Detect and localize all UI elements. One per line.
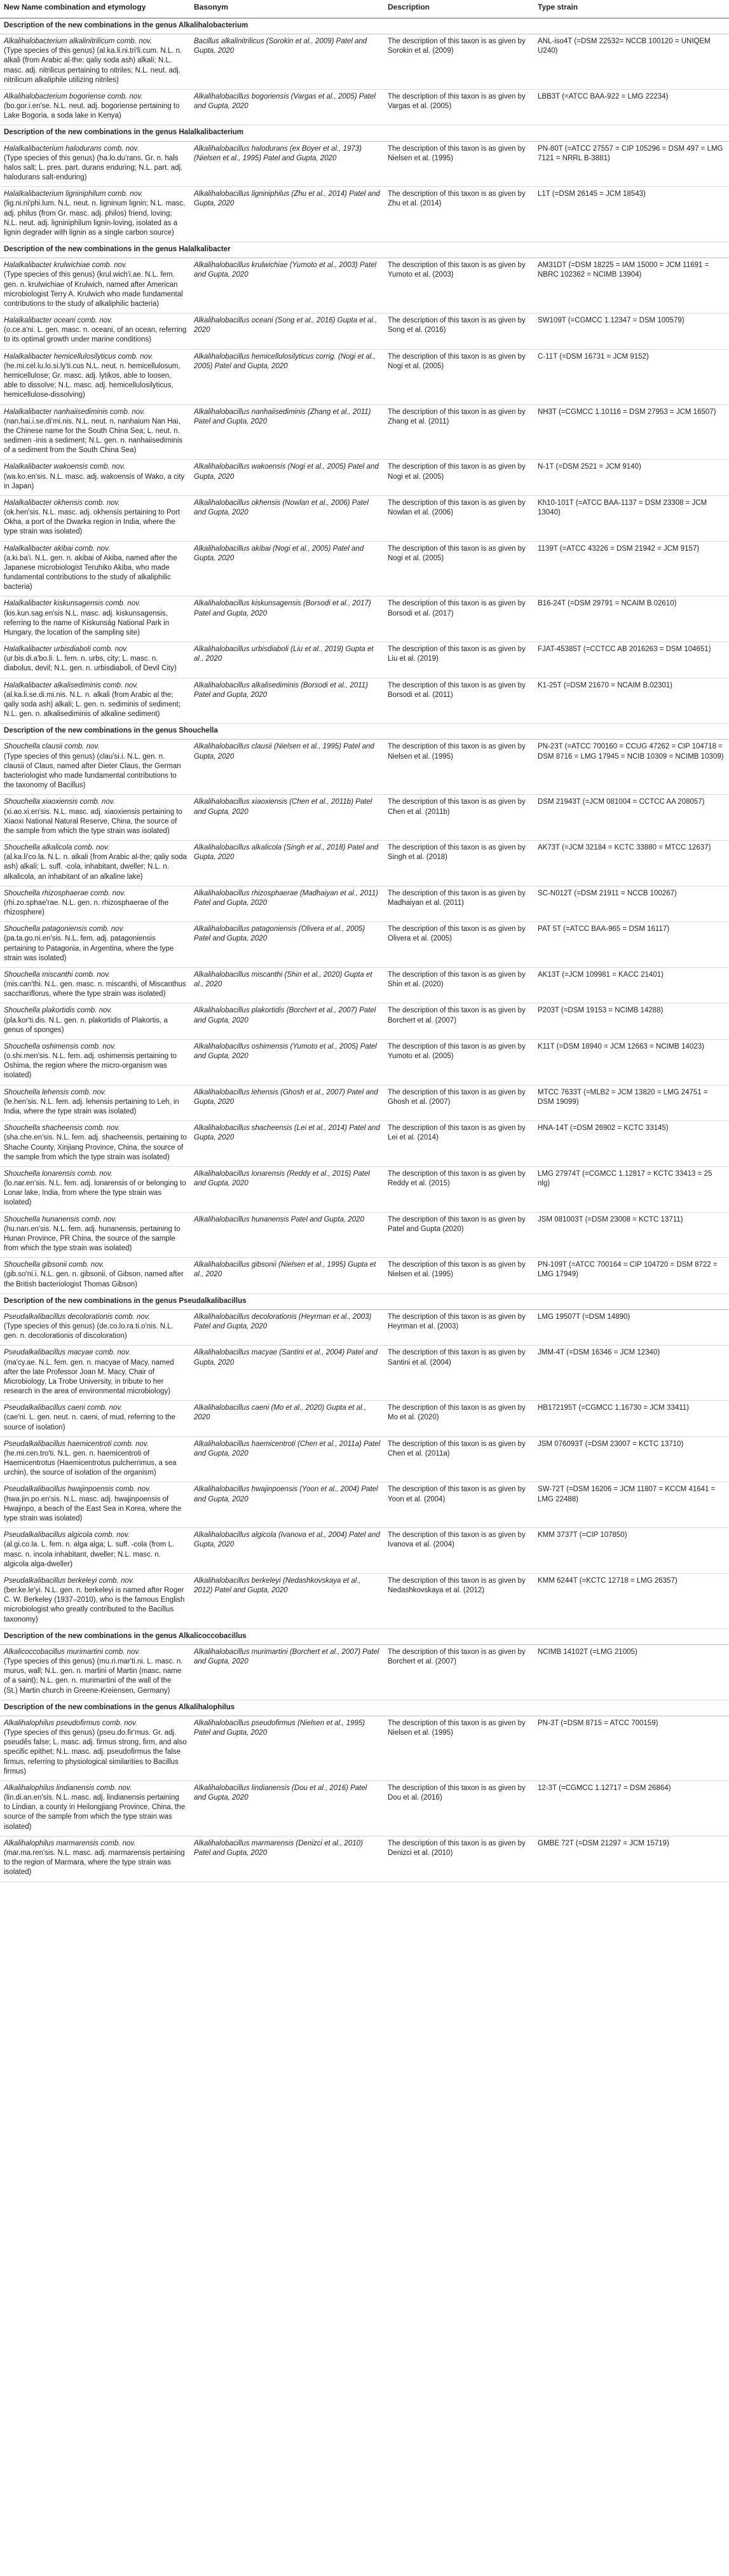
- table-row: [0, 34, 729, 90]
- description-cell: The description of this taxon is as given by Zhang et al. (2011): [384, 404, 534, 460]
- description-cell: The description of this taxon is as given by Nielsen et al. (1995): [384, 141, 534, 187]
- new-combination-name: Halalkalibacter alkalisediminis comb. nov.: [4, 681, 139, 689]
- basonym-cell: Alkalihalobacillus rhizosphaerae (Madhaiyan et al., 2011) Patel and Gupta, 2020: [190, 886, 384, 922]
- section-header-row: [0, 724, 729, 740]
- new-combination-name: Alkalihalobacterium bogoriense comb. nov.: [4, 92, 143, 100]
- basonym-cell: Alkalihalobacillus shacheensis (Lei et al., 2014) Patel and Gupta, 2020: [190, 1121, 384, 1167]
- name-cell: [0, 678, 190, 724]
- etymology-text: (al.ka.li.se.di.mi.nis. N.L. n. alkali (from Arabic al the; qaliy soda ash) alkali; L. gen. n. sediminis of sediment; N.L. gen. n. alkalisediminis of alkaline sediment): [4, 691, 181, 719]
- section-header-row: [0, 125, 729, 141]
- etymology-text: (ber.ke.le'yi. N.L. gen. n. berkeleyi is named after Roger C. W. Berkeley (1937–2010), who is the famous English microbiologist who greatly contributed to the Bacillus taxonomy): [4, 1587, 185, 1623]
- name-cell: [0, 886, 190, 922]
- name-cell: [0, 841, 190, 886]
- name-cell: [0, 1573, 190, 1629]
- new-combination-name: Alkalihalophilus pseudofirmus comb. nov.: [4, 1719, 138, 1727]
- name-cell: [0, 460, 190, 496]
- description-cell: The description of this taxon is as given by Nielsen et al. (1995): [384, 740, 534, 795]
- description-cell: The description of this taxon is as given by Dou et al. (2016): [384, 1780, 534, 1836]
- table-row: [0, 1003, 729, 1040]
- type-strain-cell: LMG 27974T (=CGMCC 1.12817 = KCTC 33413 = 25 nlg): [534, 1166, 729, 1212]
- basonym-cell: Alkalihalobacillus halodurans (ex Boyer et al., 1973) (Nielsen et al., 1995) Patel and Gupta, 2020: [190, 141, 384, 187]
- type-strain-cell: PN-23T (=ATCC 700160 = CCUG 47262 = CIP 104718 = DSM 8716 = LMG 17945 = NCIB 10309 = NCIMB 10309): [534, 740, 729, 795]
- new-combination-name: Shouchella oshimensis comb. nov.: [4, 1042, 116, 1050]
- name-cell: [0, 596, 190, 642]
- new-combination-name: Pseudalkalibacillus algicola comb. nov.: [4, 1531, 130, 1539]
- type-strain-cell: SW-72T (=DSM 16206 = JCM 11807 = KCCM 41641 = LMG 22488): [534, 1482, 729, 1528]
- type-strain-cell: AM31DT (=DSM 18225 = IAM 15000 = JCM 11691 = NBRC 102362 = NCIMB 13904): [534, 258, 729, 313]
- description-cell: The description of this taxon is as given by Ivanova et al. (2004): [384, 1528, 534, 1574]
- new-combination-name: Halalkalibacterium ligniniphilum comb. nov.: [4, 190, 144, 198]
- name-cell: [0, 1085, 190, 1121]
- table-row: [0, 313, 729, 350]
- basonym-cell: Alkalihalobacillus macyae (Santini et al., 2004) Patel and Gupta, 2020: [190, 1346, 384, 1401]
- section-title: Description of the new combinations in the genus Alkalihalophilus: [0, 1700, 729, 1716]
- basonym-cell: Alkalihalobacillus pseudofirmus (Nielsen et al., 1995) Patel and Gupta, 2020: [190, 1716, 384, 1780]
- basonym-cell: Alkalihalobacillus murimartini (Borchert et al., 2007) Patel and Gupta, 2020: [190, 1644, 384, 1700]
- name-cell: [0, 795, 190, 841]
- basonym-cell: Alkalihalobacillus marmarensis (Denizci et al., 2010) Patel and Gupta, 2020: [190, 1836, 384, 1882]
- basonym-cell: Alkalihalobacillus krulwichiae (Yumoto et al., 2003) Patel and Gupta, 2020: [190, 258, 384, 313]
- basonym-cell: Alkalihalobacillus akibai (Nogi et al., 2005) Patel and Gupta, 2020: [190, 541, 384, 596]
- type-strain-cell: ANL-iso4T (=DSM 22532= NCCB 100120 = UNIQEM U240): [534, 34, 729, 90]
- table-row: [0, 89, 729, 125]
- type-strain-cell: K11T (=DSM 18940 = JCM 12663 = NCIMB 14023): [534, 1039, 729, 1085]
- name-cell: [0, 258, 190, 313]
- description-cell: The description of this taxon is as given by Singh et al. (2018): [384, 841, 534, 886]
- table-row: [0, 1085, 729, 1121]
- table-row: [0, 1212, 729, 1258]
- table-row: [0, 1258, 729, 1294]
- table-row: [0, 141, 729, 187]
- table-row: [0, 349, 729, 404]
- basonym-cell: Alkalihalobacillus urbisdiaboli (Liu et al., 2019) Gupta et al., 2020: [190, 642, 384, 678]
- name-cell: [0, 1166, 190, 1212]
- new-combination-name: Shouchella alkalicola comb. nov.: [4, 844, 109, 852]
- table-row: [0, 740, 729, 795]
- etymology-text: (Type species of this genus) (mu.ri.mar'ti.ni. L. masc. n. murus, wall; N.L. gen. n. martini of Martin (masc. name of a saint); N.L. gen. n. murimartini of the wall of the (St.) Martin church in Greene-Kreiensen, Germany): [4, 1658, 183, 1695]
- type-strain-cell: GMBE 72T (=DSM 21297 = JCM 15719): [534, 1836, 729, 1882]
- new-combination-name: Shouchella xiaoxiensis comb. nov.: [4, 798, 115, 806]
- basonym-cell: Alkalihalobacillus xiaoxiensis (Chen et al., 2011b) Patel and Gupta, 2020: [190, 795, 384, 841]
- etymology-text: (o.shi.men'sis. N.L. fem. adj. oshimensis pertaining to Oshima, the region where the micro-organism was isolated): [4, 1052, 177, 1080]
- name-cell: [0, 1309, 190, 1346]
- description-cell: The description of this taxon is as given by Lei et al. (2014): [384, 1121, 534, 1167]
- type-strain-cell: KMM 6244T (=KCTC 12718 = LMG 26357): [534, 1573, 729, 1629]
- etymology-text: (Type species of this genus) (al.ka.li.ni.tri'li.cum. N.L. n. alkali (from Arabic al-the; qaliy soda ash) alkali; N.L. masc. adj. nitrilicus pertaining to nitriles; N.L. neut. adj. nitrilicum alkaliphile utilizing nitriles): [4, 47, 182, 84]
- section-title: Description of the new combinations in the genus Shouchella: [0, 724, 729, 740]
- type-strain-cell: NCIMB 14102T (=LMG 21005): [534, 1644, 729, 1700]
- new-combination-name: Shouchella rhizosphaerae comb. nov.: [4, 889, 126, 897]
- description-cell: The description of this taxon is as given by Ghosh et al. (2007): [384, 1085, 534, 1121]
- type-strain-cell: PN-109T (=ATCC 700164 = CIP 104720 = DSM 8722 = LMG 17949): [534, 1258, 729, 1294]
- etymology-text: (bo.gor.i.en'se. N.L. neut. adj. bogoriense pertaining to Lake Bogoria, a soda lake in Kenya): [4, 102, 180, 120]
- type-strain-cell: 1139T (=ATCC 43226 = DSM 21942 = JCM 9157): [534, 541, 729, 596]
- basonym-cell: Alkalihalobacillus patagoniensis (Olivera et al., 2005) Patel and Gupta, 2020: [190, 922, 384, 968]
- description-cell: The description of this taxon is as given by Patel and Gupta (2020): [384, 1212, 534, 1258]
- table-row: [0, 1780, 729, 1836]
- name-cell: [0, 349, 190, 404]
- type-strain-cell: Kh10-101T (=ATCC BAA-1137 = DSM 23308 = JCM 13040): [534, 495, 729, 541]
- table-row: [0, 1644, 729, 1700]
- basonym-cell: Alkalihalobacillus haemicentroti (Chen et al., 2011a) Patel and Gupta, 2020: [190, 1436, 384, 1482]
- new-combination-name: Shouchella shacheensis comb. nov.: [4, 1124, 120, 1133]
- name-cell: [0, 89, 190, 125]
- section-header-row: [0, 1629, 729, 1644]
- basonym-cell: Alkalihalobacillus wakoensis (Nogi et al., 2005) Patel and Gupta, 2020: [190, 460, 384, 496]
- section-title: Description of the new combinations in the genus Alkalihalobacterium: [0, 18, 729, 34]
- table-row: [0, 460, 729, 496]
- basonym-cell: Alkalihalobacillus plakortidis (Borchert et al., 2007) Patel and Gupta, 2020: [190, 1003, 384, 1040]
- table-header-row: [0, 0, 729, 18]
- name-cell: [0, 541, 190, 596]
- new-combination-name: Pseudalkalibacillus macyae comb. nov.: [4, 1349, 131, 1357]
- table-row: [0, 922, 729, 968]
- description-cell: The description of this taxon is as given by Olivera et al. (2005): [384, 922, 534, 968]
- basonym-cell: Alkalihalobacillus kiskunsagensis (Borsodi et al., 2017) Patel and Gupta, 2020: [190, 596, 384, 642]
- etymology-text: (lig.ni.ni'phi.lum. N.L. neut. n. ligninum lignin; N.L. masc. adj. philus (from Gr. masc. adj. philos) friend, loving; N.L. neut. adj. ligniniphilum lignin-loving, isolated as a lignin degrader with lignin as a single carbon source): [4, 200, 186, 237]
- type-strain-cell: PAT 5T (=ATCC BAA-965 = DSM 16117): [534, 922, 729, 968]
- new-combination-name: Halalkalibacter wakoensis comb. nov.: [4, 463, 125, 471]
- new-combination-name: Halalkalibacterium halodurans comb. nov.: [4, 144, 139, 153]
- section-header-row: [0, 1293, 729, 1309]
- basonym-cell: Alkalihalobacillus bogoriensis (Vargas et al., 2005) Patel and Gupta, 2020: [190, 89, 384, 125]
- etymology-text: (hwa.jin.po.en'sis. N.L. masc. adj. hwajinpoensis of Hwajinpo, a beach of the East Sea in Korea, where the type strain was isolated): [4, 1495, 182, 1522]
- etymology-text: (wa.ko.en'sis. N.L. masc. adj. wakoensis of Wako, a city in Japan): [4, 472, 185, 490]
- description-cell: The description of this taxon is as given by Zhu et al. (2014): [384, 187, 534, 242]
- etymology-text: (Type species of this genus) (krul.wich'i.ae. N.L. fem. gen. n. krulwichiae of Krulwich, named after American microbiologist Terry A. Krulwich who made fundamental contributions to the study of alkaliphilic bacteria): [4, 271, 183, 308]
- basonym-cell: Alkalihalobacillus ligniniphilus (Zhu et al., 2014) Patel and Gupta, 2020: [190, 187, 384, 242]
- etymology-text: (ok.hen'sis. N.L. masc. adj. okhensis pertaining to Port Okha, a port of the Dwarka region in India, where the type strain was isolated): [4, 509, 181, 536]
- type-strain-cell: HNA-14T (=DSM 26902 = KCTC 33145): [534, 1121, 729, 1167]
- basonym-cell: Alkalihalobacillus algicola (Ivanova et al., 2004) Patel and Gupta, 2020: [190, 1528, 384, 1574]
- description-cell: The description of this taxon is as given by Nielsen et al. (1995): [384, 1716, 534, 1780]
- description-cell: The description of this taxon is as given by Nedashkovskaya et al. (2012): [384, 1573, 534, 1629]
- type-strain-cell: PN-3T (=DSM 8715 = ATCC 700159): [534, 1716, 729, 1780]
- new-combination-name: Alkalihalobacterium alkalinitrilicum comb. nov.: [4, 38, 153, 45]
- basonym-cell: Alkalihalobacillus hemicellulosilyticus corrig. (Nogi et al., 2005) Patel and Gupta, 2020: [190, 349, 384, 404]
- description-cell: The description of this taxon is as given by Madhaiyan et al. (2011): [384, 886, 534, 922]
- section-title: Description of the new combinations in the genus Pseudalkalibacillus: [0, 1293, 729, 1309]
- table-row: [0, 1836, 729, 1882]
- table-row: [0, 642, 729, 678]
- description-cell: The description of this taxon is as given by Liu et al. (2019): [384, 642, 534, 678]
- type-strain-cell: 12-3T (=CGMCC 1.12717 = DSM 26864): [534, 1780, 729, 1836]
- etymology-text: (Type species of this genus) (de.co.lo.ra.ti.o'nis. N.L. gen. n. decolorationis of discoloration): [4, 1323, 174, 1340]
- type-strain-cell: C-11T (=DSM 16731 = JCM 9152): [534, 349, 729, 404]
- etymology-text: (ma'cy.ae. N.L. fem. gen. n. macyae of Macy, named after the late Professor Joan M. Macy, Chair of Microbiology, La Trobe University, in tribute to her research in the area of environmental microbiology): [4, 1358, 174, 1396]
- type-strain-cell: JSM 081003T (=DSM 23008 = KCTC 13711): [534, 1212, 729, 1258]
- type-strain-cell: MTCC 7633T (=MLB2 = JCM 13820 = LMG 24751 = DSM 19099): [534, 1085, 729, 1121]
- new-combination-name: Pseudalkalibacillus berkeleyi comb. nov.: [4, 1576, 134, 1585]
- new-combination-name: Halalkalibacter oceani comb. nov.: [4, 317, 113, 325]
- name-cell: [0, 1436, 190, 1482]
- basonym-cell: Alkalihalobacillus hunanensis Patel and Gupta, 2020: [190, 1212, 384, 1258]
- description-cell: The description of this taxon is as given by Reddy et al. (2015): [384, 1166, 534, 1212]
- etymology-text: (al.gi.co.la. L. fem. n. alga alga; L. suff. -cola (from L. masc. n. incola inhabitant, dweller; N.L. masc. n. algicola alga-dweller): [4, 1541, 175, 1568]
- basonym-cell: Alkalihalobacillus alkalisediminis (Borsodi et al., 2011) Patel and Gupta, 2020: [190, 678, 384, 724]
- name-cell: [0, 404, 190, 460]
- new-combination-name: Halalkalibacter akibai comb. nov.: [4, 544, 111, 553]
- name-cell: [0, 967, 190, 1003]
- type-strain-cell: P203T (=DSM 19153 = NCIMB 14288): [534, 1003, 729, 1040]
- table-row: [0, 1716, 729, 1780]
- new-combination-name: Pseudalkalibacillus hwajinpoensis comb. nov.: [4, 1485, 151, 1494]
- new-combination-name: Shouchella plakortidis comb. nov.: [4, 1007, 112, 1015]
- basonym-cell: Alkalihalobacillus lehensis (Ghosh et al., 2007) Patel and Gupta, 2020: [190, 1085, 384, 1121]
- name-cell: [0, 1039, 190, 1085]
- section-header-row: [0, 1700, 729, 1716]
- new-combination-name: Halalkalibacter krulwichiae comb. nov.: [4, 261, 128, 270]
- etymology-text: (a.ki.ba'i. N.L. gen. n. akibai of Akiba, named after the Japanese microbiologist Teruhiko Akiba, who made fundamental contributions to the study of alkaliphilic bacteria): [4, 554, 177, 591]
- etymology-text: (nan.hai.i.se.di'mi.nis. N.L. neut. n. nanhaium Nan Hai, the Chinese name for the South China Sea; L. neut. n. sedimen -inis a sediment; N.L. gen. n. nanhaiisediminis of a sediment from the South China Sea): [4, 417, 183, 455]
- name-cell: [0, 1780, 190, 1836]
- new-combination-name: Halalkalibacter okhensis comb. nov.: [4, 499, 120, 507]
- description-cell: The description of this taxon is as given by Nogi et al. (2005): [384, 460, 534, 496]
- type-strain-cell: K1-25T (=DSM 21670 = NCAIM B.02301): [534, 678, 729, 724]
- name-cell: [0, 313, 190, 350]
- name-cell: [0, 1644, 190, 1700]
- description-cell: The description of this taxon is as given by Vargas et al. (2005): [384, 89, 534, 125]
- table-row: [0, 1121, 729, 1167]
- description-cell: The description of this taxon is as given by Santini et al. (2004): [384, 1346, 534, 1401]
- table-row: [0, 1166, 729, 1212]
- etymology-text: (pa.ta.go.ni.en'sis. N.L. fem. adj. patagoniensis pertaining to Patagonia, in Argentina, where the type strain was isolated): [4, 935, 174, 962]
- name-cell: [0, 1258, 190, 1294]
- table-body: [0, 18, 729, 1882]
- etymology-text: (Type species of this genus) (pseu.do.fir'mus. Gr. adj. pseudês false; L. masc. adj. firmus strong, firm, and also specific epithet; N.L. masc. adj. pseudofirmus the false firmus, referring to physiological similarities to Bacillus firmus): [4, 1729, 187, 1775]
- type-strain-cell: B16-24T (=DSM 29791 = NCAIM B.02610): [534, 596, 729, 642]
- etymology-text: (rhi.zo.sphae'rae. N.L. gen. n. rhizosphaerae of the rhizosphere): [4, 899, 169, 917]
- basonym-cell: Alkalihalobacillus hwajinpoensis (Yoon et al., 2004) Patel and Gupta, 2020: [190, 1482, 384, 1528]
- table-row: [0, 541, 729, 596]
- new-combination-name: Shouchella lonarensis comb. nov.: [4, 1169, 113, 1178]
- new-combination-name: Shouchella clausii comb. nov.: [4, 743, 100, 751]
- new-combination-name: Shouchella miscanthi comb. nov.: [4, 970, 111, 979]
- name-cell: [0, 1528, 190, 1574]
- etymology-text: (mar.ma.ren'sis. N.L. masc. adj. marmarensis pertaining to the region of Marmara, where the type strain was isolated): [4, 1849, 185, 1877]
- description-cell: The description of this taxon is as given by Nogi et al. (2005): [384, 349, 534, 404]
- etymology-text: (lo.nar.en'sis. N.L. fem. adj. lonarensis of or belonging to Lonar lake, India, from where the type strain was isolated): [4, 1180, 186, 1207]
- name-cell: [0, 187, 190, 242]
- type-strain-cell: N-1T (=DSM 2521 = JCM 9140): [534, 460, 729, 496]
- table-row: [0, 1401, 729, 1437]
- table-row: [0, 1528, 729, 1574]
- new-combination-name: Shouchella gibsonii comb. nov.: [4, 1261, 104, 1269]
- basonym-cell: Bacillus alkalinitrilicus (Sorokin et al., 2009) Patel and Gupta, 2020: [190, 34, 384, 90]
- basonym-cell: Alkalihalobacillus miscanthi (Shin et al., 2020) Gupta et al., 2020: [190, 967, 384, 1003]
- new-combination-name: Alkalihalophilus lindianensis comb. nov.: [4, 1784, 132, 1792]
- table-row: [0, 1482, 729, 1528]
- description-cell: The description of this taxon is as given by Sorokin et al. (2009): [384, 34, 534, 90]
- section-header-row: [0, 242, 729, 258]
- basonym-cell: Alkalihalobacillus oshimensis (Yumoto et al., 2005) Patel and Gupta, 2020: [190, 1039, 384, 1085]
- basonym-cell: Alkalihalobacillus okhensis (Nowlan et al., 2006) Patel and Gupta, 2020: [190, 495, 384, 541]
- section-title: Description of the new combinations in the genus Halalkalibacterium: [0, 125, 729, 141]
- description-cell: The description of this taxon is as given by Heyrman et al. (2003): [384, 1309, 534, 1346]
- etymology-text: (sha.che.en'sis. N.L. fem. adj. shacheensis, pertaining to Shache County, Xinjiang Province, China, the source of the sample from which the type strain was isolated): [4, 1134, 187, 1161]
- etymology-text: (ur.bis.di.a'bo.li. L. fem. n. urbs, city; L. masc. n. diabolus, devil; N.L. gen. n. urbisdiaboli, of Devil City): [4, 655, 177, 673]
- table-row: [0, 1436, 729, 1482]
- name-cell: [0, 34, 190, 90]
- basonym-cell: Alkalihalobacillus decolorationis (Heyrman et al., 2003) Patel and Gupta, 2020: [190, 1309, 384, 1346]
- new-combination-name: Alkalicoccobacillus murimartini comb. nov.: [4, 1648, 140, 1656]
- basonym-cell: Alkalihalobacillus oceani (Song et al., 2016) Gupta et al., 2020: [190, 313, 384, 350]
- basonym-cell: Alkalihalobacillus lindianensis (Dou et al., 2016) Patel and Gupta, 2020: [190, 1780, 384, 1836]
- new-combination-name: Shouchella patagoniensis comb. nov.: [4, 925, 125, 933]
- new-combination-name: Halalkalibacter urbisdiaboli comb. nov.: [4, 645, 128, 654]
- table-row: [0, 795, 729, 841]
- etymology-text: (gib.so'ni.i. N.L. gen. n. gibsonii, of Gibson, named after the British bacteriologist Thomas Gibson): [4, 1271, 184, 1288]
- name-cell: [0, 141, 190, 187]
- description-cell: The description of this taxon is as given by Chen et al. (2011a): [384, 1436, 534, 1482]
- table-row: [0, 967, 729, 1003]
- type-strain-cell: HB172195T (=CGMCC 1.16730 = JCM 33411): [534, 1401, 729, 1437]
- etymology-text: (lin.di.an.en'sis. N.L. masc. adj. lindianensis pertaining to Lindian, a county in Heilongjiang Province, China, the source of the sample from which the type strain was isolated): [4, 1794, 186, 1831]
- description-cell: The description of this taxon is as given by Mo et al. (2020): [384, 1401, 534, 1437]
- column-header-basonym: Basonym: [190, 0, 384, 18]
- type-strain-cell: PN-80T (=ATCC 27557 = CIP 105296 = DSM 497 = LMG 7121 = NRRL B-3881): [534, 141, 729, 187]
- new-combination-name: Pseudalkalibacillus decolorationis comb. nov.: [4, 1312, 150, 1321]
- description-cell: The description of this taxon is as given by Nielsen et al. (1995): [384, 1258, 534, 1294]
- etymology-text: (mis.can'thi. N.L. gen. masc. n. miscanthi, of Miscanthus sacchariflorus, where the type strain was isolated): [4, 981, 186, 998]
- table-row: [0, 841, 729, 886]
- name-cell: [0, 1212, 190, 1258]
- description-cell: The description of this taxon is as given by Borchert et al. (2007): [384, 1003, 534, 1040]
- name-cell: [0, 642, 190, 678]
- etymology-text: (pla.kor'ti.dis. N.L. gen. n. plakortidis of Plakortis, a genus of sponges): [4, 1016, 168, 1034]
- type-strain-cell: LMG 19507T (=DSM 14890): [534, 1309, 729, 1346]
- basonym-cell: Alkalihalobacillus clausii (Nielsen et al., 1995) Patel and Gupta, 2020: [190, 740, 384, 795]
- etymology-text: (he.mi.cen.tro'ti. N.L. gen. n. haemicentroti of Haemicentrotus (Haemicentrotus pulcherrimus, a sea urchin), the source of isolation of the organism): [4, 1449, 177, 1477]
- description-cell: The description of this taxon is as given by Yoon et al. (2004): [384, 1482, 534, 1528]
- name-cell: [0, 740, 190, 795]
- type-strain-cell: KMM 3737T (=CIP 107850): [534, 1528, 729, 1574]
- description-cell: The description of this taxon is as given by Shin et al. (2020): [384, 967, 534, 1003]
- description-cell: The description of this taxon is as given by Yumoto et al. (2003): [384, 258, 534, 313]
- new-combination-name: Halalkalibacter nanhaiisediminis comb. nov.: [4, 408, 146, 416]
- name-cell: [0, 495, 190, 541]
- etymology-text: (hu.nan.en'sis. N.L. fem. adj. hunanensis, pertaining to Hunan Province, PR China, the source of the sample from which the type strain was isolated): [4, 1225, 181, 1253]
- name-cell: [0, 1836, 190, 1882]
- etymology-text: (cae'ni. L. gen. neut. n. caeni, of mud, referring to the source of isolation): [4, 1414, 176, 1431]
- basonym-cell: Alkalihalobacillus berkeleyi (Nedashkovskaya et al., 2012) Patel and Gupta, 2020: [190, 1573, 384, 1629]
- column-header-type-strain: Type strain: [534, 0, 729, 18]
- new-combination-name: Pseudalkalibacillus haemicentroti comb. nov.: [4, 1440, 149, 1448]
- description-cell: The description of this taxon is as given by Yumoto et al. (2005): [384, 1039, 534, 1085]
- type-strain-cell: JMM-4T (=DSM 16346 = JCM 12340): [534, 1346, 729, 1401]
- table-row: [0, 596, 729, 642]
- type-strain-cell: LBB3T (=ATCC BAA-922 = LMG 22234): [534, 89, 729, 125]
- type-strain-cell: JSM 076093T (=DSM 23007 = KCTC 13710): [534, 1436, 729, 1482]
- table-row: [0, 258, 729, 313]
- name-cell: [0, 1716, 190, 1780]
- etymology-text: (kis.kun.sag.en'sis N.L. masc. adj. kiskunsagensis, referring to the name of Kiskunság National Park in Hungary, the location of the sampling site): [4, 609, 170, 637]
- table-row: [0, 187, 729, 242]
- type-strain-cell: NH3T (=CGMCC 1.10116 = DSM 27953 = JCM 16507): [534, 404, 729, 460]
- table-row: [0, 1309, 729, 1346]
- new-combination-name: Alkalihalophilus marmarensis comb. nov.: [4, 1839, 136, 1847]
- description-cell: The description of this taxon is as given by Chen et al. (2011b): [384, 795, 534, 841]
- type-strain-cell: SW109T (=CGMCC 1.12347 = DSM 100579): [534, 313, 729, 350]
- name-cell: [0, 1121, 190, 1167]
- type-strain-cell: FJAT-45385T (=CCTCC AB 2016263 = DSM 104651): [534, 642, 729, 678]
- column-header-description: Description: [384, 0, 534, 18]
- description-cell: The description of this taxon is as given by Borsodi et al. (2011): [384, 678, 534, 724]
- basonym-cell: Alkalihalobacillus lonarensis (Reddy et al., 2015) Patel and Gupta, 2020: [190, 1166, 384, 1212]
- section-header-row: [0, 18, 729, 34]
- basonym-cell: Alkalihalobacillus nanhaiisediminis (Zhang et al., 2011) Patel and Gupta, 2020: [190, 404, 384, 460]
- table-row: [0, 678, 729, 724]
- etymology-text: (xi.ao.xi.en'sis. N.L. masc. adj. xiaoxiensis pertaining to Xiaoxi National Natural Reserve, China, the source of the sample from which the type strain was isolated): [4, 808, 182, 835]
- basonym-cell: Alkalihalobacillus alkalicola (Singh et al., 2018) Patel and Gupta, 2020: [190, 841, 384, 886]
- etymology-text: (he.mi.cel.lu.lo.si.ly'ti.cus N.L. neut. n. hemicellulosum, hemicellulose; Gr. masc. adj. lytikos, able to loosen, able to dissolve; N.L. masc. adj. hemicellulosilyticus, hemicellulose-dissolving): [4, 362, 181, 399]
- type-strain-cell: AK73T (=JCM 32184 = KCTC 33880 = MTCC 12637): [534, 841, 729, 886]
- new-combination-name: Shouchella lehensis comb. nov.: [4, 1088, 106, 1096]
- description-cell: The description of this taxon is as given by Nogi et al. (2005): [384, 541, 534, 596]
- table-row: [0, 1039, 729, 1085]
- name-cell: [0, 922, 190, 968]
- table-row: [0, 886, 729, 922]
- name-cell: [0, 1346, 190, 1401]
- description-cell: The description of this taxon is as given by Denizci et al. (2010): [384, 1836, 534, 1882]
- basonym-cell: Alkalihalobacillus caeni (Mo et al., 2020) Gupta et al., 2020: [190, 1401, 384, 1437]
- name-cell: [0, 1401, 190, 1437]
- type-strain-cell: L1T (=DSM 26145 = JCM 18543): [534, 187, 729, 242]
- description-cell: The description of this taxon is as given by Borchert et al. (2007): [384, 1644, 534, 1700]
- etymology-text: (o.ce.a'ni. L. gen. masc. n. oceani, of an ocean, referring to its optimal growth under marine conditions): [4, 326, 187, 344]
- table-row: [0, 404, 729, 460]
- new-combination-name: Halalkalibacter kiskunsagensis comb. nov.: [4, 600, 141, 608]
- new-combination-name: Pseudalkalibacillus caeni comb. nov.: [4, 1404, 123, 1412]
- type-strain-cell: DSM 21943T (=JCM 081004 = CCTCC AA 208057): [534, 795, 729, 841]
- etymology-text: (Type species of this genus) (clau'si.i. N.L. gen. n. clausii of Claus, named after Dieter Claus, the German bacteriologist who made fundamental contributions to the taxonomy of Bacillus): [4, 752, 181, 790]
- column-header-name: New Name combination and etymology: [0, 0, 190, 18]
- table-row: [0, 1346, 729, 1401]
- type-strain-cell: SC-N012T (=DSM 21911 = NCCB 100267): [534, 886, 729, 922]
- description-cell: The description of this taxon is as given by Nowlan et al. (2006): [384, 495, 534, 541]
- etymology-text: (al.ka.li'co.la. N.L. n. alkali (from Arabic al-the; qaliy soda ash) alkali; L. suff. -cola, inhabitant, dweller; N.L. n. alkalicola, an inhabitant of an alkaline lake): [4, 853, 187, 881]
- name-cell: [0, 1482, 190, 1528]
- new-combination-name: Shouchella hunanensis comb. nov.: [4, 1215, 117, 1223]
- description-cell: The description of this taxon is as given by Song et al. (2016): [384, 313, 534, 350]
- section-title: Description of the new combinations in the genus Halalkalibacter: [0, 242, 729, 258]
- new-combination-name: Halalkalibacter hemicellulosilyticus comb. nov.: [4, 352, 153, 361]
- basonym-cell: Alkalihalobacillus gibsonii (Nielsen et al., 1995) Gupta et al., 2020: [190, 1258, 384, 1294]
- type-strain-cell: AK13T (=JCM 109981 = KACC 21401): [534, 967, 729, 1003]
- etymology-text: (Type species of this genus) (ha.lo.du'rans. Gr. n. hals halos salt; L. pres. part. durans enduring; N.L. part. adj. halodurans salt-enduring): [4, 154, 183, 182]
- table-row: [0, 1573, 729, 1629]
- table-row: [0, 495, 729, 541]
- description-cell: The description of this taxon is as given by Borsodi et al. (2017): [384, 596, 534, 642]
- etymology-text: (le.hen'sis. N.L. fem. adj. lehensis pertaining to Leh, in India, where the type strain was isolated): [4, 1098, 179, 1115]
- name-cell: [0, 1003, 190, 1040]
- section-title: Description of the new combinations in the genus Alkalicoccobacillus: [0, 1629, 729, 1644]
